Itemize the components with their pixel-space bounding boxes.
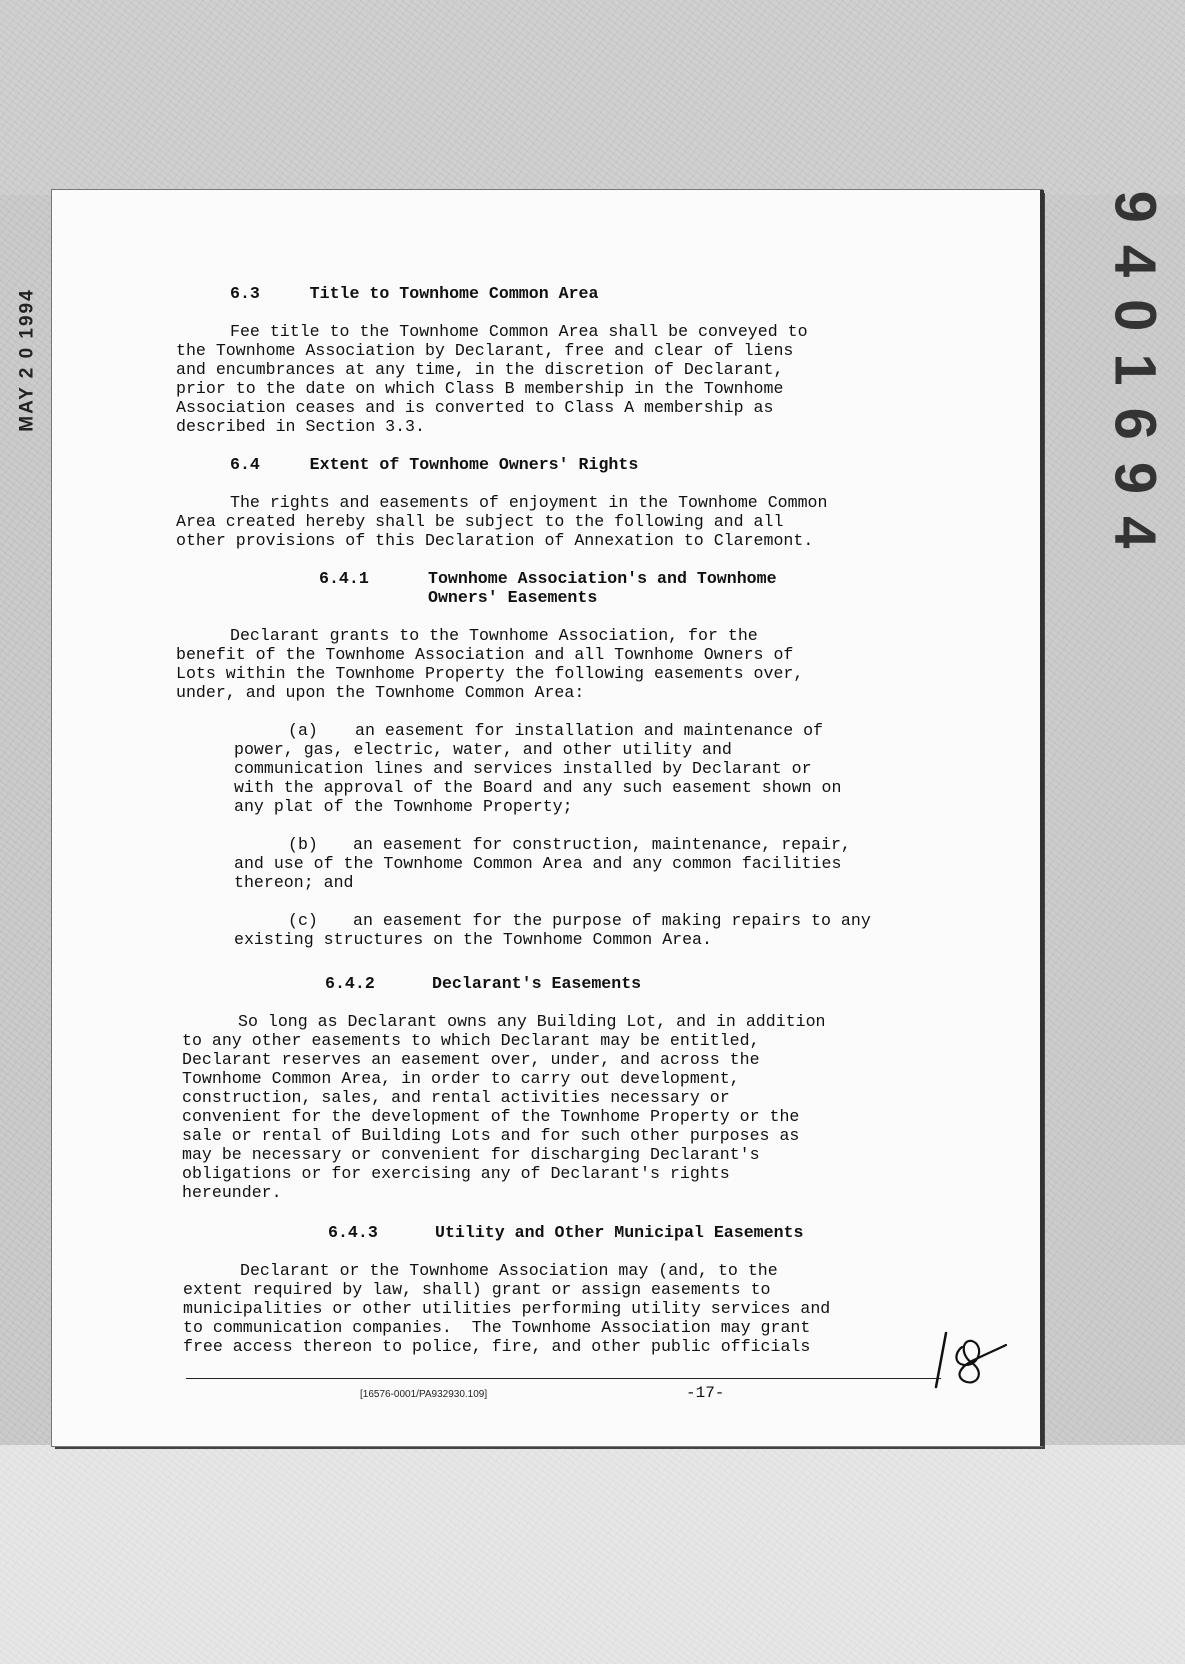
subsection-title: Declarant's Easements: [432, 974, 642, 993]
paragraph-line: other provisions of this Declaration of Annexation to Claremont.: [176, 531, 814, 550]
handwritten-page-number: [932, 1325, 1012, 1400]
list-item-line: thereon; and: [234, 873, 354, 892]
footer-rule: [186, 1378, 941, 1379]
recording-number: 9401694: [1102, 190, 1168, 570]
section-title: Title to Townhome Common Area: [309, 284, 599, 303]
paragraph-line: hereunder.: [182, 1183, 282, 1202]
page-edge-shadow: [1040, 190, 1044, 1446]
scan-margin-top: [0, 0, 1185, 195]
paragraph-line: extent required by law, shall) grant or assign easements to: [183, 1280, 771, 1299]
paragraph-line: obligations or for exercising any of Declarant's rights: [182, 1164, 730, 1183]
list-item-line: with the approval of the Board and any such easement shown on: [234, 778, 842, 797]
section-heading-6-3: [230, 284, 598, 304]
section-title: Extent of Townhome Owners' Rights: [309, 455, 639, 474]
scan-margin-bottom: [0, 1445, 1185, 1664]
list-item-line: an easement for the purpose of making repairs to any: [353, 911, 871, 930]
subsection-title: Owners' Easements: [428, 588, 598, 607]
paragraph-line: Townhome Common Area, in order to carry out development,: [182, 1069, 740, 1088]
paragraph-line: the Townhome Association by Declarant, free and clear of liens: [176, 341, 794, 360]
paragraph-line: Lots within the Townhome Property the following easements over,: [176, 664, 804, 683]
subsection-number: 6.4.3: [328, 1223, 378, 1242]
paragraph-line: sale or rental of Building Lots and for such other purposes as: [182, 1126, 800, 1145]
document-reference: [16576-0001/PA932930.109]: [360, 1389, 488, 1400]
subsection-title: Utility and Other Municipal Easements: [435, 1223, 804, 1242]
subsection-number: 6.4.2: [325, 974, 375, 993]
paragraph-line: may be necessary or convenient for discharging Declarant's: [182, 1145, 760, 1164]
paragraph-line: Area created hereby shall be subject to the following and all: [176, 512, 784, 531]
paragraph-line: prior to the date on which Class B membership in the Townhome: [176, 379, 784, 398]
section-heading-6-4: [230, 455, 638, 475]
paragraph-line: to any other easements to which Declarant may be entitled,: [182, 1031, 760, 1050]
list-item-line: an easement for construction, maintenance, repair,: [353, 835, 851, 854]
paragraph-line: Fee title to the Townhome Common Area shall be conveyed to: [230, 322, 808, 341]
list-item-line: an easement for installation and maintenance of: [355, 721, 824, 740]
list-item-line: communication lines and services installed by Declarant or: [234, 759, 812, 778]
list-item-line: and use of the Townhome Common Area and any common facilities: [234, 854, 842, 873]
paragraph-line: under, and upon the Townhome Common Area:: [176, 683, 585, 702]
list-item-label: (a): [288, 721, 318, 740]
list-item-line: any plat of the Townhome Property;: [234, 797, 573, 816]
paragraph-line: Declarant reserves an easement over, under, and across the: [182, 1050, 760, 1069]
paragraph-line: Declarant grants to the Townhome Association, for the: [230, 626, 758, 645]
section-number: 6.4: [230, 455, 260, 474]
paragraph-line: construction, sales, and rental activities necessary or: [182, 1088, 730, 1107]
paragraph-line: to communication companies. The Townhome Association may grant: [183, 1318, 811, 1337]
list-item-label: (b): [288, 835, 318, 854]
paragraph-line: free access thereon to police, fire, and other public officials: [183, 1337, 811, 1356]
paragraph-line: and encumbrances at any time, in the discretion of Declarant,: [176, 360, 784, 379]
date-received-stamp: MAY 2 0 1994: [17, 288, 38, 432]
paragraph-line: Declarant or the Townhome Association may (and, to the: [240, 1261, 778, 1280]
section-number: 6.3: [230, 284, 260, 303]
paragraph-line: So long as Declarant owns any Building Lot, and in addition: [238, 1012, 826, 1031]
paragraph-line: Association ceases and is converted to Class A membership as: [176, 398, 774, 417]
page-number: -17-: [686, 1384, 725, 1402]
paragraph-line: municipalities or other utilities performing utility services and: [183, 1299, 831, 1318]
subsection-number: 6.4.1: [319, 569, 369, 588]
list-item-line: existing structures on the Townhome Common Area.: [234, 930, 712, 949]
paragraph-line: convenient for the development of the Townhome Property or the: [182, 1107, 800, 1126]
list-item-label: (c): [288, 911, 318, 930]
paragraph-line: benefit of the Townhome Association and all Townhome Owners of: [176, 645, 794, 664]
subsection-title: Townhome Association's and Townhome: [428, 569, 777, 588]
paragraph-line: described in Section 3.3.: [176, 417, 425, 436]
list-item-line: power, gas, electric, water, and other utility and: [234, 740, 732, 759]
paragraph-line: The rights and easements of enjoyment in the Townhome Common: [230, 493, 828, 512]
